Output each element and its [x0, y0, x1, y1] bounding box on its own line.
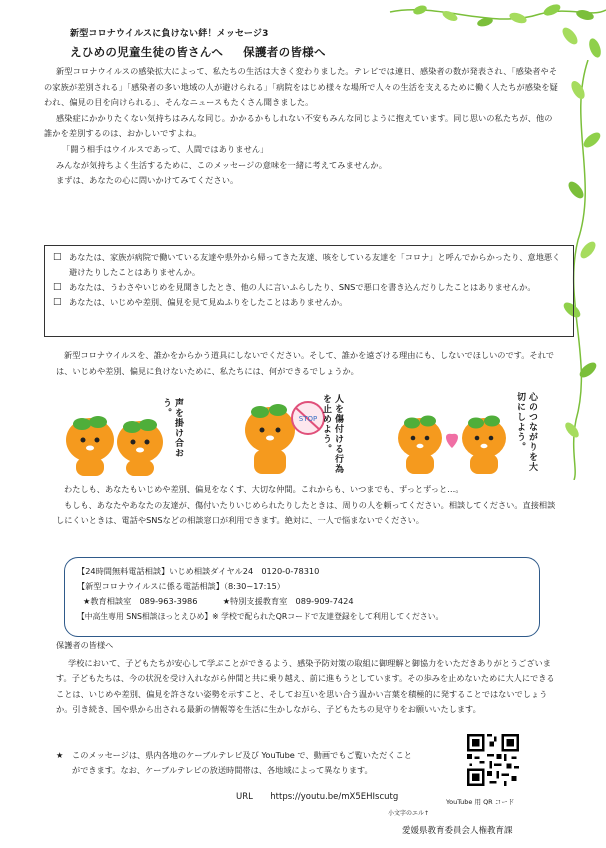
hotline-special-support: ★特別支援教育室 089-909-7424 [222, 596, 354, 606]
mascot-pair-icon [66, 416, 163, 476]
youtube-qr-code-icon [467, 734, 519, 786]
organization-name: 愛媛県教育委員会人権教育課 [402, 826, 513, 836]
checkbox-icon: □ [53, 297, 62, 307]
hotline-covid: 【新型コロナウイルスに係る電話相談】（8:30~17:15） [77, 581, 285, 591]
mascot-illustrations [40, 390, 570, 480]
intro-paragraph-3: みんなが気持ちよく生活するために、このメッセージの意味を一緒に考えてみませんか。 [56, 159, 388, 170]
check-item-text: あなたは、家族が病院で働いている友達や県外から帰ってきた友達、咳をしている友達を「コロナ」と呼んでからかったり、意地悪く避けたりしたことはありませんか。 [69, 252, 561, 277]
self-check-box [44, 245, 574, 337]
check-item-text: あなたは、うわさやいじめを見聞きしたとき、他の人に言いふらしたり、SNSで悪口を書き込んだりしたことはありませんか。 [69, 282, 536, 292]
guardians-heading: 保護者の皆様へ [56, 640, 114, 650]
check-item [53, 280, 565, 295]
youtube-url-link[interactable]: https://youtu.be/mX5EHIscutg [270, 792, 399, 802]
title-students: えひめの児童生徒の皆さんへ [70, 45, 224, 59]
youtube-url-line [236, 792, 398, 802]
check-item [53, 250, 565, 280]
intro-paragraph-1: 新型コロナウイルスの感染拡大によって、私たちの生活は大きく変わりました。テレビでは連日、感染者の数が発表され、「感染者やその家族が差別される」「感染者の多い地域の人が避けられる」「病院をはじめ様々な場所で人々の生活を支えるために働く人たちが感染を疑われ、偏見の目を向けられる」、そんなニュースもたくさん聞きました。 [44, 66, 558, 108]
checkbox-icon: □ [53, 282, 62, 292]
message-paragraph: 新型コロナウイルスを、誰かをからかう道具にしないでください。そして、誰かを遠ざける理由にも、しないでほしいのです。それでは、いじめや差別、偏見に負けないために、私たちには、何ができるでしょうか。 [56, 350, 554, 376]
mascot-phrase-1: 声を掛け合おう。 [161, 398, 183, 458]
guardians-paragraph: 学校において、子どもたちが安心して学ぶことができるよう、感染予防対策の取組に御理解と御協力をいただきありがとうございます。子どもたちは、今の状況を受け入れながら仲間と共に乗り越え、前に進もうとしています。その歩みを止めないために大人にできることは、いじめや差別、偏見を許さない姿勢を示すこと、そしてお互いを思い合う温かい言葉を積極的に発することではないでしょうか。引き続き、国や県から出される最新の情報等を生活に生かしながら、子どもたちの見守りをお願いいたします。 [56, 658, 555, 715]
series-label: 新型コロナウイルスに負けない絆！メッセージ3 [70, 29, 269, 39]
mascot-heart-icon [398, 416, 506, 475]
qr-label: YouTube 用 QR コード [446, 798, 515, 806]
mascot-phrase-2: 人を傷付ける行為を止めよう。 [321, 394, 343, 474]
message-section [56, 348, 556, 379]
video-note [56, 748, 416, 778]
check-item-text: あなたは、いじめや差別、偏見を見て見ぬふりをしたことはありませんか。 [69, 297, 348, 307]
intro-paragraph-4: まずは、あなたの心に問いかけてみてください。 [56, 175, 239, 186]
url-note: 小文字のエル↑ [388, 810, 430, 817]
url-label: URL [236, 792, 253, 802]
closing-section [56, 482, 556, 529]
hotline-box [64, 557, 540, 637]
check-item [53, 295, 565, 310]
hotline-24h: 【24時間無料電話相談】いじめ相談ダイヤル24 0120-0-78310 [77, 566, 320, 576]
checkbox-icon: □ [53, 252, 62, 262]
intro-section [44, 64, 558, 189]
hotline-education-office: ★教育相談室 089-963-3986 [83, 596, 198, 606]
guardians-section [56, 656, 556, 718]
intro-quote: 「闘う相手はウイルスであって、人間ではありません」 [62, 143, 269, 154]
closing-paragraph-1: わたしも、あなたもいじめや差別、偏見をなくす、大切な仲間。これからも、いつまでも、ずっとずっと…。 [64, 484, 464, 494]
hotline-sns: 【中高生専用 SNS相談ほっとえひめ】※ 学校で配られたQRコードで友達登録をして利用してください。 [77, 612, 444, 621]
intro-paragraph-2: 感染症にかかりたくない気持ちはみんな同じ。かかるかもしれない不安もみんな同じように抱えています。同じ思いの私たちが、他の誰かを差別するのは、おかしいですよね。 [44, 112, 553, 139]
video-note-text: このメッセージは、県内各地のケーブルテレビ及び YouTube で、動画でもご覧いただくことができます。なお、ケーブルテレビの放送時間帯は、各地域によって異なります。 [72, 750, 412, 775]
hotline-offices [77, 594, 527, 609]
closing-paragraph-2: もしも、あなたやあなたの友達が、傷付いたりいじめられたりしたときは、周りの人を頼ってください。相談してください。直接相談しにくいときは、電話やSNSなどの相談窓口が利用できます。絶対に、一人で悩まないでください。 [56, 499, 556, 526]
stop-sign-text: STOP [298, 415, 318, 423]
mascot-phrase-3: 心のつながりを大切にしよう。 [515, 392, 537, 472]
star-icon: ★ [56, 750, 64, 760]
title-guardians: 保護者の皆様へ [243, 45, 326, 59]
page-title [70, 44, 326, 60]
